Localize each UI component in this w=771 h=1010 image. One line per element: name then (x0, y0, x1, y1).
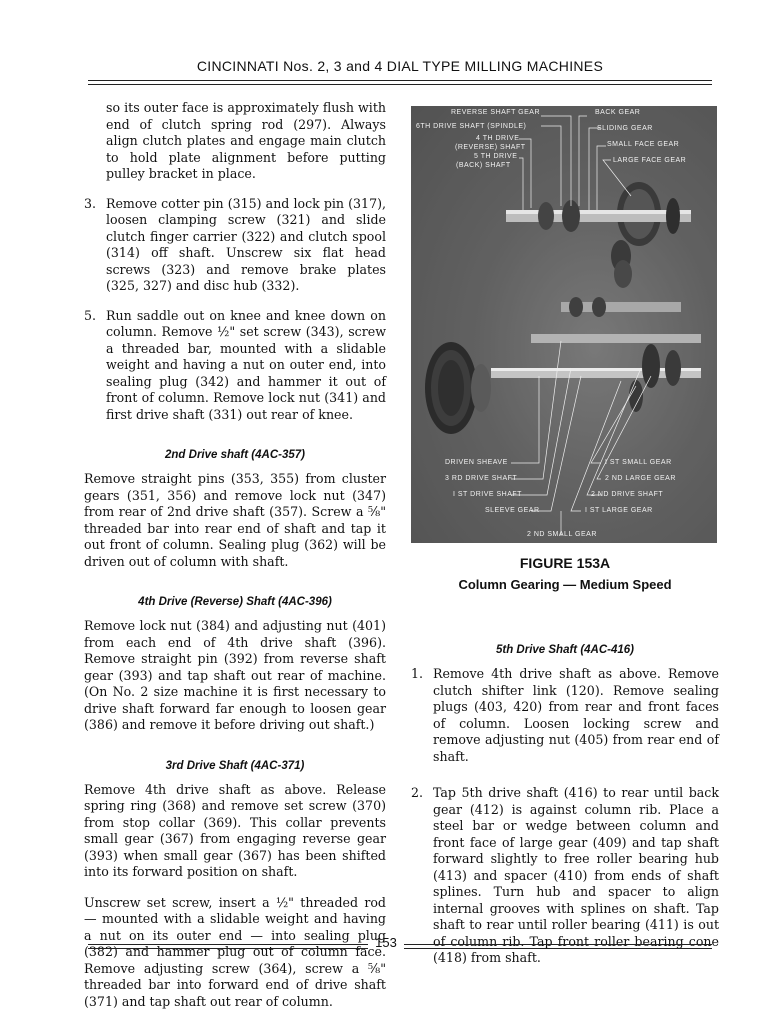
footer-rule-right (404, 944, 712, 949)
figure-photo (411, 106, 717, 543)
label-4th-drive: 4 TH DRIVE (476, 135, 519, 143)
label-sliding-gear: SLIDING GEAR (597, 125, 653, 133)
left-column (84, 100, 386, 1010)
figure-number: FIGURE 153A (411, 555, 719, 571)
label-1st-large-gear: I ST LARGE GEAR (585, 507, 653, 515)
label-2nd-drive-shaft: 2 ND DRIVE SHAFT (591, 491, 663, 499)
label-back-gear: BACK GEAR (595, 109, 640, 117)
figure-caption: Column Gearing — Medium Speed (411, 577, 719, 592)
step-2-text: Tap 5th drive shaft (416) to rear until back gear (412) is against column rib. Place a steel bar or wedge between column and front face of large gear (409) and tap shaft forward slightly to free roller bearing hub (413) and spacer (410) from ends of shaft splines. Turn hub and spacer to align internal grooves with splines on shaft. Tap shaft to rear until roller bearing (411) is out of column rib. Tap front roller bearing cone (418) from shaft. (433, 785, 719, 967)
page-header: CINCINNATI Nos. 2, 3 and 4 DIAL TYPE MILLING MACHINES (88, 58, 712, 82)
right-column (411, 106, 719, 967)
header-rule (88, 80, 712, 85)
label-5th-drive: 5 TH DRIVE (474, 153, 517, 161)
step-3-number: 3. (84, 196, 96, 213)
step-1-text: Remove 4th drive shaft as above. Remove clutch shifter link (120). Remove sealing plugs (403, 420) from rear and front faces of column. Loosen locking screw and remove adjusting nut (405) from rear end of shaft. (433, 666, 719, 765)
paragraph-4th-drive-shaft: Remove lock nut (384) and adjusting nut (401) from each end of 4th drive shaft (396). Remove straight pin (392) from reverse shaft gear (393) and tap shaft out rear of machine. (On No. 2 size machine it is first necessary to drive shaft forward far enough to loosen gear (386) and remove it before driving out shaft.) (84, 618, 386, 734)
step-5 (84, 308, 386, 424)
heading-4th-drive-shaft: 4th Drive (Reverse) Shaft (4AC-396) (84, 596, 386, 608)
step-1 (411, 666, 719, 765)
heading-3rd-drive-shaft: 3rd Drive Shaft (4AC-371) (84, 760, 386, 772)
label-6th-drive-shaft: 6TH DRIVE SHAFT (SPINDLE) (416, 123, 526, 131)
label-reverse-shaft-gear: REVERSE SHAFT GEAR (451, 109, 540, 117)
step-2-number: 2. (411, 785, 423, 802)
label-2nd-small-gear: 2 ND SMALL GEAR (527, 531, 597, 539)
label-driven-sheave: DRIVEN SHEAVE (445, 459, 508, 467)
paragraph-3rd-drive-shaft-b: Unscrew set screw, insert a ½" threaded rod — mounted with a slidable weight and having a nut on its outer end — into sealing plug (382) and hammer plug out of column face. Remove adjusting screw (364), screw a ⅝" threaded bar into forward end of drive shaft (371) and tap shaft out rear of column. (84, 895, 386, 1010)
heading-2nd-drive-shaft: 2nd Drive shaft (4AC-357) (84, 449, 386, 461)
page-number: 153 (368, 935, 404, 950)
label-large-face-gear: LARGE FACE GEAR (613, 157, 686, 165)
intro-paragraph: so its outer face is approximately flush with end of clutch spring rod (297). Always align clutch plates and engage main clutch to hold plate alignment before putting pulley bracket in place. (84, 100, 386, 183)
footer-rule-left (88, 944, 368, 949)
paragraph-2nd-drive-shaft: Remove straight pins (353, 355) from cluster gears (351, 356) and remove lock nut (347) from rear of 2nd drive shaft (357). Screw a ⅝" threaded bar into rear end of shaft and tap it out front of column. Sealing plug (362) will be driven out of column with shaft. (84, 471, 386, 570)
step-2 (411, 785, 719, 967)
label-3rd-drive-shaft: 3 RD DRIVE SHAFT (445, 475, 517, 483)
label-reverse-shaft: (REVERSE) SHAFT (455, 144, 526, 152)
paragraph-3rd-drive-shaft-a: Remove 4th drive shaft as above. Release spring ring (368) and remove set screw (370) from stop collar (369). This collar prevents small gear (367) from engaging reverse gear (393) when small gear (367) has been shifted into its forward position on shaft. (84, 782, 386, 881)
heading-5th-drive-shaft: 5th Drive Shaft (4AC-416) (411, 644, 719, 656)
step-1-number: 1. (411, 666, 423, 683)
label-sleeve-gear: SLEEVE GEAR (485, 507, 540, 515)
label-1st-drive-shaft: I ST DRIVE SHAFT (453, 491, 522, 499)
step-3 (84, 196, 386, 295)
label-1st-small-gear: I ST SMALL GEAR (605, 459, 672, 467)
step-5-number: 5. (84, 308, 96, 325)
label-back-shaft: (BACK) SHAFT (456, 162, 511, 170)
step-5-text: Run saddle out on knee and knee down on column. Remove ½" set screw (343), screw a threaded bar, mounted with a slidable weight and having a nut on outer end, into sealing plug (342) and hammer it out of front of column. Remove lock nut (341) and first drive shaft (331) out rear of knee. (106, 308, 386, 424)
label-small-face-gear: SMALL FACE GEAR (607, 141, 679, 149)
step-3-text: Remove cotter pin (315) and lock pin (317), loosen clamping screw (321) and slide clutch finger carrier (322) and clutch spool (314) off shaft. Unscrew six flat head screws (323) and remove brake plates (325, 327) and disc hub (332). (106, 196, 386, 295)
label-2nd-large-gear: 2 ND LARGE GEAR (605, 475, 676, 483)
